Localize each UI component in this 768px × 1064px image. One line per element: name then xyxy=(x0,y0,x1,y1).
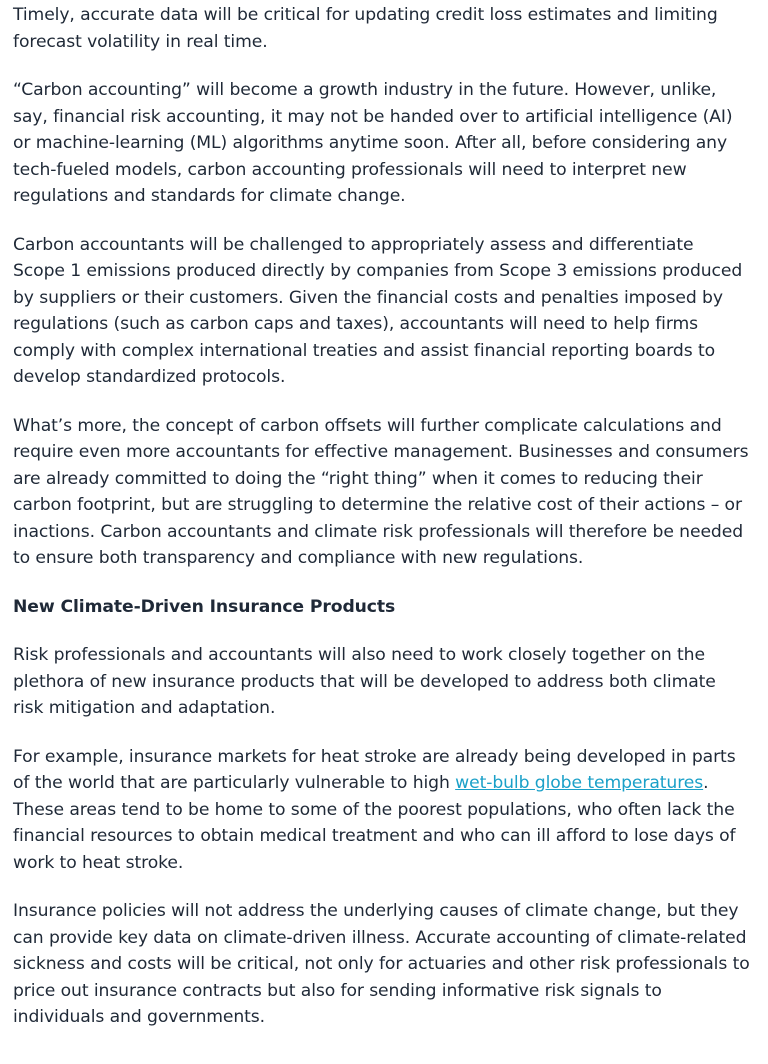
paragraph-credit-loss: Timely, accurate data will be critical for updating credit loss estimates and limiting forecast volatility in real time. xyxy=(13,5,718,52)
paragraph-carbon-offsets: What’s more, the concept of carbon offsets will further complicate calculations and require even more accountants for effective management. Businesses and consumers are already committed to doing the “right thing” when it comes to reducing their carbon footprint, but are struggling to determine the relative cost of their actions – or inactions. Carbon accountants and climate risk professionals will therefore be needed to ensure both transparency and compliance with new regulations. xyxy=(13,415,749,568)
section-heading: New Climate-Driven Insurance Products xyxy=(13,596,396,617)
paragraph-insurance-policies: Insurance policies will not address the underlying causes of climate change, but they can provide key data on climate-driven illness. Accurate accounting of climate-related sickness and costs will be critical, not only for actuaries and other risk professionals to price out insurance contracts but also for sending informative risk signals to individuals and governments. xyxy=(13,901,750,1027)
paragraph-insurance-products: Risk professionals and accountants will also need to work closely together on the plethora of new insurance products that will be developed to address both climate risk mitigation and adaptation. xyxy=(13,645,716,718)
paragraph-carbon-accounting: “Carbon accounting” will become a growth industry in the future. However, unlike, say, financial risk accounting, it may not be handed over to artificial intelligence (AI) or machine-learning (ML) algorithms anytime soon. After all, before considering any tech-fueled models, carbon accounting professionals will need to interpret new regulations and standards for climate change. xyxy=(13,80,733,206)
wet-bulb-link[interactable]: wet-bulb globe temperatures xyxy=(455,773,704,793)
paragraph-heat-stroke xyxy=(13,744,750,877)
paragraph-heat-stroke-text-after: . These areas tend to be home to some of the poorest populations, who often lack the financial resources to obtain medical treatment and who can ill afford to lose days of work to heat stroke. xyxy=(13,773,736,873)
paragraph-heat-stroke-text-before: For example, insurance markets for heat stroke are already being developed in parts of the world that are particularly vulnerable to high xyxy=(13,746,736,793)
paragraph-carbon-accountants: Carbon accountants will be challenged to appropriately assess and differentiate Scope 1 emissions produced directly by companies from Scope 3 emissions produced by suppliers or their customers. Given the financial costs and penalties imposed by regulations (such as carbon caps and taxes), accountants will need to help firms comply with complex international treaties and assist financial reporting boards to develop standardized protocols. xyxy=(13,234,743,387)
